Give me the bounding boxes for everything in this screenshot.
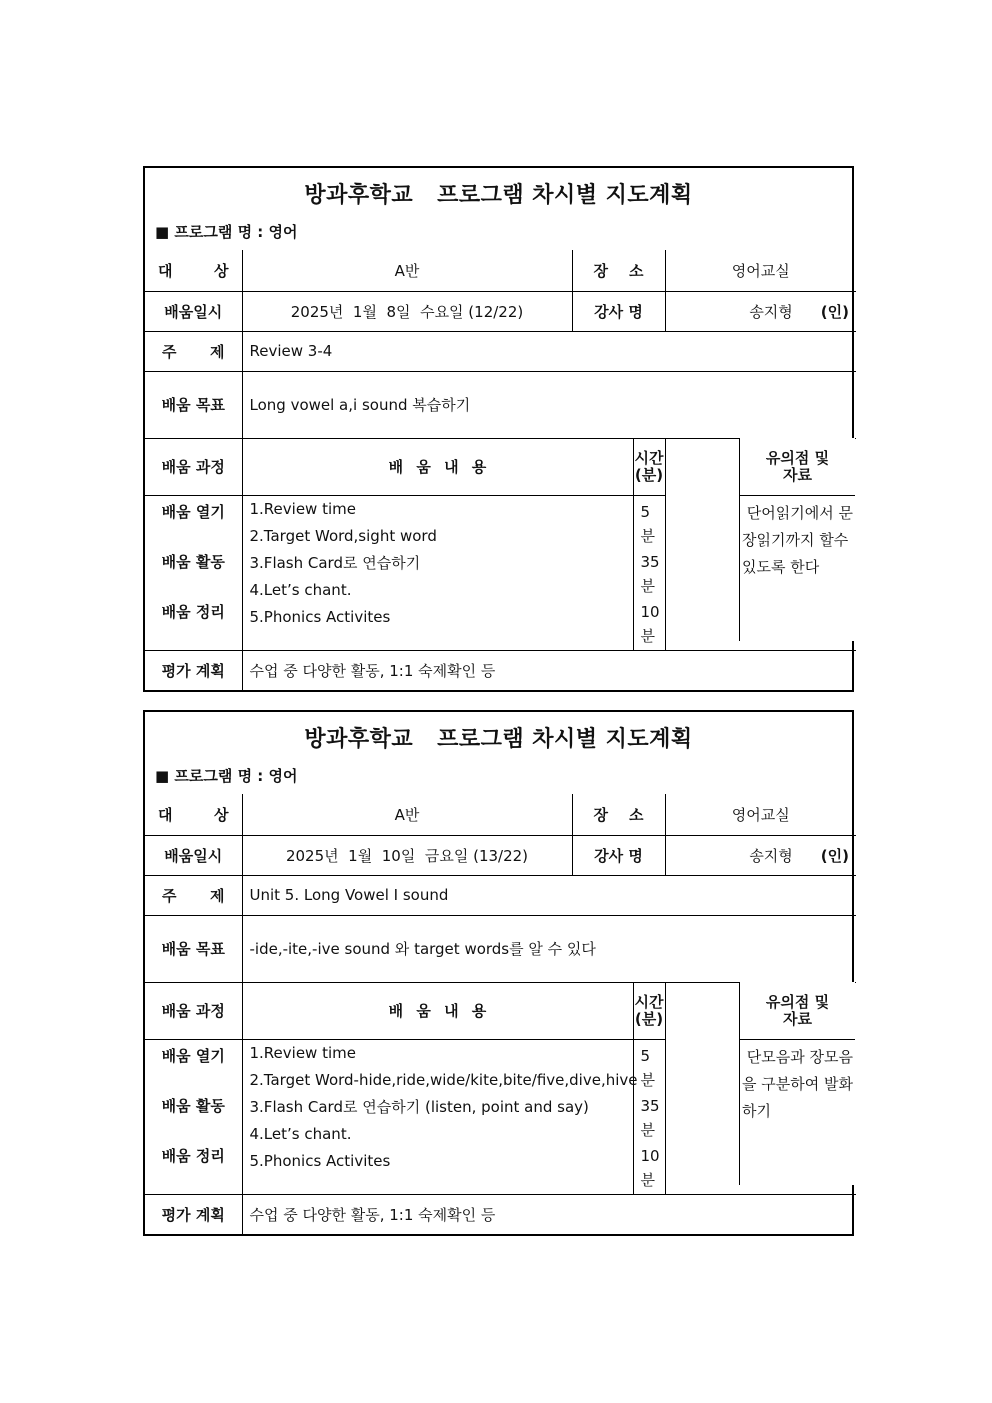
time-item: 10분	[640, 1146, 660, 1189]
notes-value: 단모음과 장모음을 구분하여 발화하기	[742, 1048, 853, 1120]
eval-value: 수업 중 다양한 활동, 1:1 숙제확인 등	[242, 1194, 856, 1234]
step-item: 1.Review time	[249, 1043, 356, 1062]
label-place: 장 소	[572, 794, 665, 835]
place-value: 영어교실	[665, 794, 856, 835]
step-item: 1.Review time	[249, 499, 356, 518]
topic-value: Unit 5. Long Vowel I sound	[242, 875, 856, 915]
lesson-plan-2	[143, 710, 854, 1236]
step-list	[242, 1039, 638, 1194]
seal-mark: (인)	[820, 302, 849, 321]
plan-header	[145, 712, 852, 794]
target-value: A반	[242, 794, 572, 835]
phase-list	[145, 495, 242, 650]
time-list	[633, 1039, 665, 1194]
teacher-name: 송지형	[749, 302, 793, 321]
time-item: 5분	[640, 1046, 655, 1089]
lesson-plan-1	[143, 166, 854, 692]
notes-column	[739, 982, 855, 1185]
label-topic: 주 제	[145, 875, 242, 915]
label-date: 배움일시	[145, 291, 242, 331]
label-topic: 주 제	[145, 331, 242, 371]
label-content: 배 움 내 용	[242, 982, 633, 1039]
date-value: 2025년 1월 8일 수요일 (12/22)	[242, 291, 572, 331]
place-value: 영어교실	[665, 250, 856, 291]
label-teacher: 강사 명	[572, 291, 665, 331]
program-name: ■ 프로그램 명 : 영어	[155, 223, 298, 241]
notes-value: 단어읽기에서 문장읽기까지 할수 있도록 한다	[742, 504, 853, 576]
eval-value: 수업 중 다양한 활동, 1:1 숙제확인 등	[242, 650, 856, 690]
phase-item: 배움 열기	[161, 1046, 225, 1065]
topic-value: Review 3-4	[242, 331, 856, 371]
step-list	[242, 495, 633, 650]
goal-value: Long vowel a,i sound 복습하기	[242, 371, 856, 438]
label-notes: 유의점 및 자료	[740, 982, 855, 1040]
seal-mark: (인)	[820, 846, 849, 865]
label-eval: 평가 계획	[145, 1194, 242, 1234]
step-item: 2.Target Word-hide,ride,wide/kite,bite/five,dive,hive	[249, 1070, 638, 1089]
phase-item: 배움 활동	[161, 1096, 225, 1115]
phase-item: 배움 정리	[161, 1146, 225, 1165]
step-item: 3.Flash Card로 연습하기	[249, 553, 421, 572]
phase-item: 배움 정리	[161, 602, 225, 621]
time-item: 10분	[640, 602, 660, 645]
date-value: 2025년 1월 10일 금요일 (13/22)	[242, 835, 572, 875]
step-item: 4.Let’s chant.	[249, 580, 352, 599]
label-process: 배움 과정	[145, 982, 242, 1039]
label-target: 대 상	[145, 250, 242, 291]
label-time: 시간 (분)	[633, 982, 665, 1039]
step-item: 3.Flash Card로 연습하기 (listen, point and say)	[249, 1097, 589, 1116]
step-item: 5.Phonics Activites	[249, 607, 391, 626]
label-notes: 유의점 및 자료	[740, 438, 855, 496]
label-target: 대 상	[145, 794, 242, 835]
plan-title: 방과후학교 프로그램 차시별 지도계획	[304, 183, 693, 208]
plan-header	[145, 168, 852, 250]
label-eval: 평가 계획	[145, 650, 242, 690]
time-item: 5분	[640, 502, 655, 545]
label-date: 배움일시	[145, 835, 242, 875]
label-goal: 배움 목표	[145, 915, 242, 982]
time-item: 35분	[640, 1096, 660, 1139]
notes-column	[739, 438, 855, 641]
teacher-name: 송지형	[749, 846, 793, 865]
time-list	[633, 495, 665, 650]
label-time: 시간 (분)	[633, 438, 665, 495]
label-goal: 배움 목표	[145, 371, 242, 438]
plan-title: 방과후학교 프로그램 차시별 지도계획	[304, 727, 693, 752]
label-process: 배움 과정	[145, 438, 242, 495]
phase-item: 배움 열기	[161, 502, 225, 521]
target-value: A반	[242, 250, 572, 291]
step-item: 4.Let’s chant.	[249, 1124, 352, 1143]
label-teacher: 강사 명	[572, 835, 665, 875]
label-place: 장 소	[572, 250, 665, 291]
phase-item: 배움 활동	[161, 552, 225, 571]
teacher-cell	[665, 835, 856, 875]
step-item: 5.Phonics Activites	[249, 1151, 391, 1170]
teacher-cell	[665, 291, 856, 331]
label-content: 배 움 내 용	[242, 438, 633, 495]
time-item: 35분	[640, 552, 660, 595]
phase-list	[145, 1039, 242, 1194]
goal-value: -ide,-ite,-ive sound 와 target words를 알 수 있다	[242, 915, 856, 982]
step-item: 2.Target Word,sight word	[249, 526, 437, 545]
program-name: ■ 프로그램 명 : 영어	[155, 767, 298, 785]
